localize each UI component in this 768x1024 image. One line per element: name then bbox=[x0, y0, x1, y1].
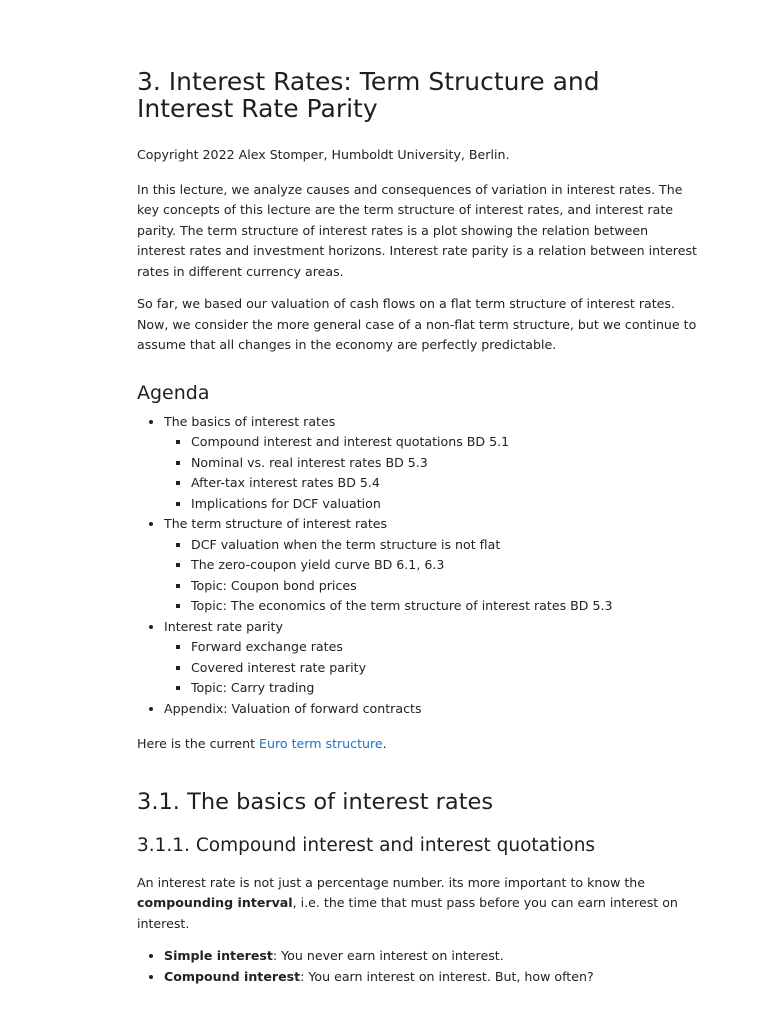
list-item-text: : You earn interest on interest. But, how often? bbox=[300, 968, 594, 984]
agenda-sublist bbox=[164, 432, 697, 514]
para-suffix: , i.e. the time that must pass before you can earn interest on interest. bbox=[137, 895, 678, 931]
agenda-subitem: ▪ Implications for DCF valuation bbox=[191, 494, 697, 515]
copyright-text: Copyright 2022 Alex Stomper, Humboldt University, Berlin. bbox=[137, 147, 510, 162]
euro-term-structure-link[interactable]: Euro term structure bbox=[259, 736, 383, 751]
document-body bbox=[137, 68, 697, 987]
compounding-paragraph bbox=[137, 873, 697, 935]
agenda-heading: Agenda bbox=[137, 381, 210, 404]
list-item bbox=[164, 967, 697, 988]
current-prefix: Here is the current bbox=[137, 736, 260, 751]
list-item bbox=[164, 946, 697, 967]
agenda-item bbox=[164, 412, 697, 515]
para-prefix: An interest rate is not just a percentage number. its more important to know the bbox=[137, 874, 646, 890]
agenda-subitem: ▪ Forward exchange rates bbox=[191, 637, 697, 658]
intro-paragraph-1: In this lecture, we analyze causes and consequences of variation in interest rates. The key concepts of this lecture are the term structure of interest rates, and interest rate parity. The term structure of interest rates is a plot showing the relation between interest rates and investment horizons. Interest rate parity is a relation between interest rates in different currency areas. bbox=[137, 181, 697, 279]
agenda-item-label: Interest rate parity bbox=[164, 618, 283, 634]
interest-kinds-list bbox=[137, 946, 697, 987]
section-heading: 3.1. The basics of interest rates bbox=[137, 788, 494, 815]
agenda-item-label: Appendix: Valuation of forward contracts bbox=[164, 700, 422, 716]
agenda-item-label: The term structure of interest rates bbox=[164, 516, 388, 531]
agenda-item bbox=[164, 514, 697, 617]
para-bold-term: compounding interval bbox=[137, 895, 293, 910]
subsection-heading: 3.1.1. Compound interest and interest quotations bbox=[137, 834, 596, 856]
intro-paragraph-2: So far, we based our valuation of cash flows on a flat term structure of interest rates. Now, we consider the more general case of a non-flat term structure, but we continue to assume that all changes in the economy are perfectly predictable. bbox=[137, 296, 697, 352]
agenda-subitem: ▪ Covered interest rate parity bbox=[191, 658, 697, 679]
agenda-subitem: ▪ The zero-coupon yield curve BD 6.1, 6.3 bbox=[191, 555, 697, 576]
agenda-sublist bbox=[164, 535, 697, 617]
list-item-text: : You never earn interest on interest. bbox=[272, 948, 504, 963]
list-item-term: Simple interest bbox=[164, 948, 273, 963]
agenda-subitem: ▪ Compound interest and interest quotations BD 5.1 bbox=[191, 432, 697, 453]
list-item-term: Compound interest bbox=[164, 968, 301, 984]
agenda-list bbox=[137, 412, 697, 720]
agenda-item-label: The basics of interest rates bbox=[164, 413, 336, 429]
agenda-subitem: ▪ DCF valuation when the term structure is not flat bbox=[191, 535, 697, 556]
page-title: 3. Interest Rates: Term Structure and Interest Rate Parity bbox=[137, 67, 600, 123]
agenda-item bbox=[164, 617, 697, 699]
current-term-structure-text bbox=[137, 734, 697, 755]
agenda-subitem: ▪ Topic: The economics of the term structure of interest rates BD 5.3 bbox=[191, 596, 697, 617]
current-suffix: . bbox=[382, 736, 387, 751]
agenda-sublist bbox=[164, 637, 697, 699]
agenda-subitem: ▪ Topic: Coupon bond prices bbox=[191, 576, 697, 597]
agenda-item bbox=[164, 699, 697, 720]
agenda-subitem: ▪ Nominal vs. real interest rates BD 5.3 bbox=[191, 453, 697, 474]
agenda-subitem: ▪ After-tax interest rates BD 5.4 bbox=[191, 473, 697, 494]
agenda-subitem: ▪ Topic: Carry trading bbox=[191, 678, 697, 699]
